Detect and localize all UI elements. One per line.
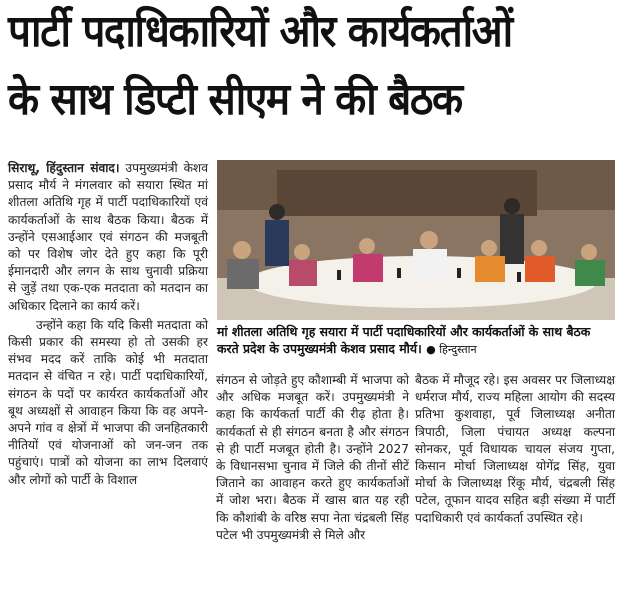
headline-line-2: के साथ डिप्टी सीएम ने की बैठक	[8, 74, 462, 125]
article-column-3	[415, 372, 615, 529]
photo-caption-text: मां शीतला अतिथि गृह सयारा में पार्टी पदाधिकारियों और कार्यकर्ताओं के साथ बैठक करते प्रदेश के उपमुख्यमंत्री केशव प्रसाद मौर्य।	[217, 324, 591, 356]
article-column-1	[8, 160, 208, 491]
paragraph-1-text: उपमुख्यमंत्री केशव प्रसाद मौर्य ने मंगलवार को सयारा स्थित मां शीतला अतिथि गृह में पार्टी पदाधिकारियों एवं कार्यकर्ताओं के साथ बैठक किया। बैठक में उन्होंने एसआईआर एवं संगठन की मजबूती को पर विशेष जोर देते हुए कहा कि पूरी ईमानदारी और लगन के साथ चुनावी प्रक्रिया से जुड़ें तथा एक-एक मतदाता को मतदान का अधिकार दिलाने का कार्य करें।	[8, 161, 208, 313]
paragraph-1	[8, 160, 208, 315]
column-3-text: बैठक में मौजूद रहे। इस अवसर पर जिलाध्यक्ष धर्मराज मौर्य, राज्य महिला आयोग की सदस्य प्रतिभा कुशवाहा, पूर्व जिलाध्यक्ष अनीता त्रिपाठी, जिला पंचायत अध्यक्ष कल्पना सोनकर, पूर्व विधायक चायल संजय गुप्ता, किसान मोर्चा जिलाध्यक्ष योगेंद्र सिंह, युवा मोर्चा के जिलाध्यक्ष रिंकू मौर्य, चंद्रबली सिंह पटेल, तूफान यादव सहित बड़ी संख्या में पार्टी पदाधिकारी एवं कार्यकर्ता उपस्थित रहे।	[415, 373, 615, 525]
column-2-text: संगठन से जोड़ते हुए कौशाम्बी में भाजपा को और अधिक मजबूत करें। उपमुख्यमंत्री ने कहा कि कार्यकर्ता पार्टी की रीढ़ होता है। कार्यकर्ता से ही संगठन बनता है और संगठन से ही पार्टी मजबूत होती है। उन्होंने 2027 के विधानसभा चुनाव में जिले की तीनों सीटें जिताने का आवाहन करते हुए कार्यकर्ताओं में जोश भरा। बैठक में खास बात यह रही कि कौशांबी के वरिष्ठ सपा नेता चंद्रबली सिंह पटेल भी उपमुख्यमंत्री से मिले और	[216, 373, 409, 542]
dateline: सिराथू, हिंदुस्तान संवाद।	[8, 161, 120, 175]
headline-line-1: पार्टी पदाधिकारियों और कार्यकर्ताओं	[8, 6, 512, 57]
paragraph-2: उन्होंने कहा कि यदि किसी मतदाता को किसी प्रकार की समस्या हो तो उसकी हर संभव मदद करें ताकि कोई भी मतदाता मतदान से वंचित न रहे। पार्टी पदाधिकारियों, संगठन के पदों पर कार्यरत कार्यकर्ताओं और बूथ अध्यक्षों से आवाहन किया कि वह अपने-अपने गांव व क्षेत्रों में भाजपा की जनहितकारी नीतियों एवं योजनाओं को जन-जन तक पहुंचाएं। पात्रों को योजना का लाभ दिलवाएं और लोगों को पार्टी के विशाल	[8, 317, 208, 487]
photo-credit: ● हिन्दुस्तान	[426, 343, 477, 356]
meeting-photo-illustration	[217, 160, 615, 320]
meeting-photo	[217, 160, 615, 320]
photo-caption	[217, 323, 615, 358]
article-column-2	[216, 372, 409, 546]
